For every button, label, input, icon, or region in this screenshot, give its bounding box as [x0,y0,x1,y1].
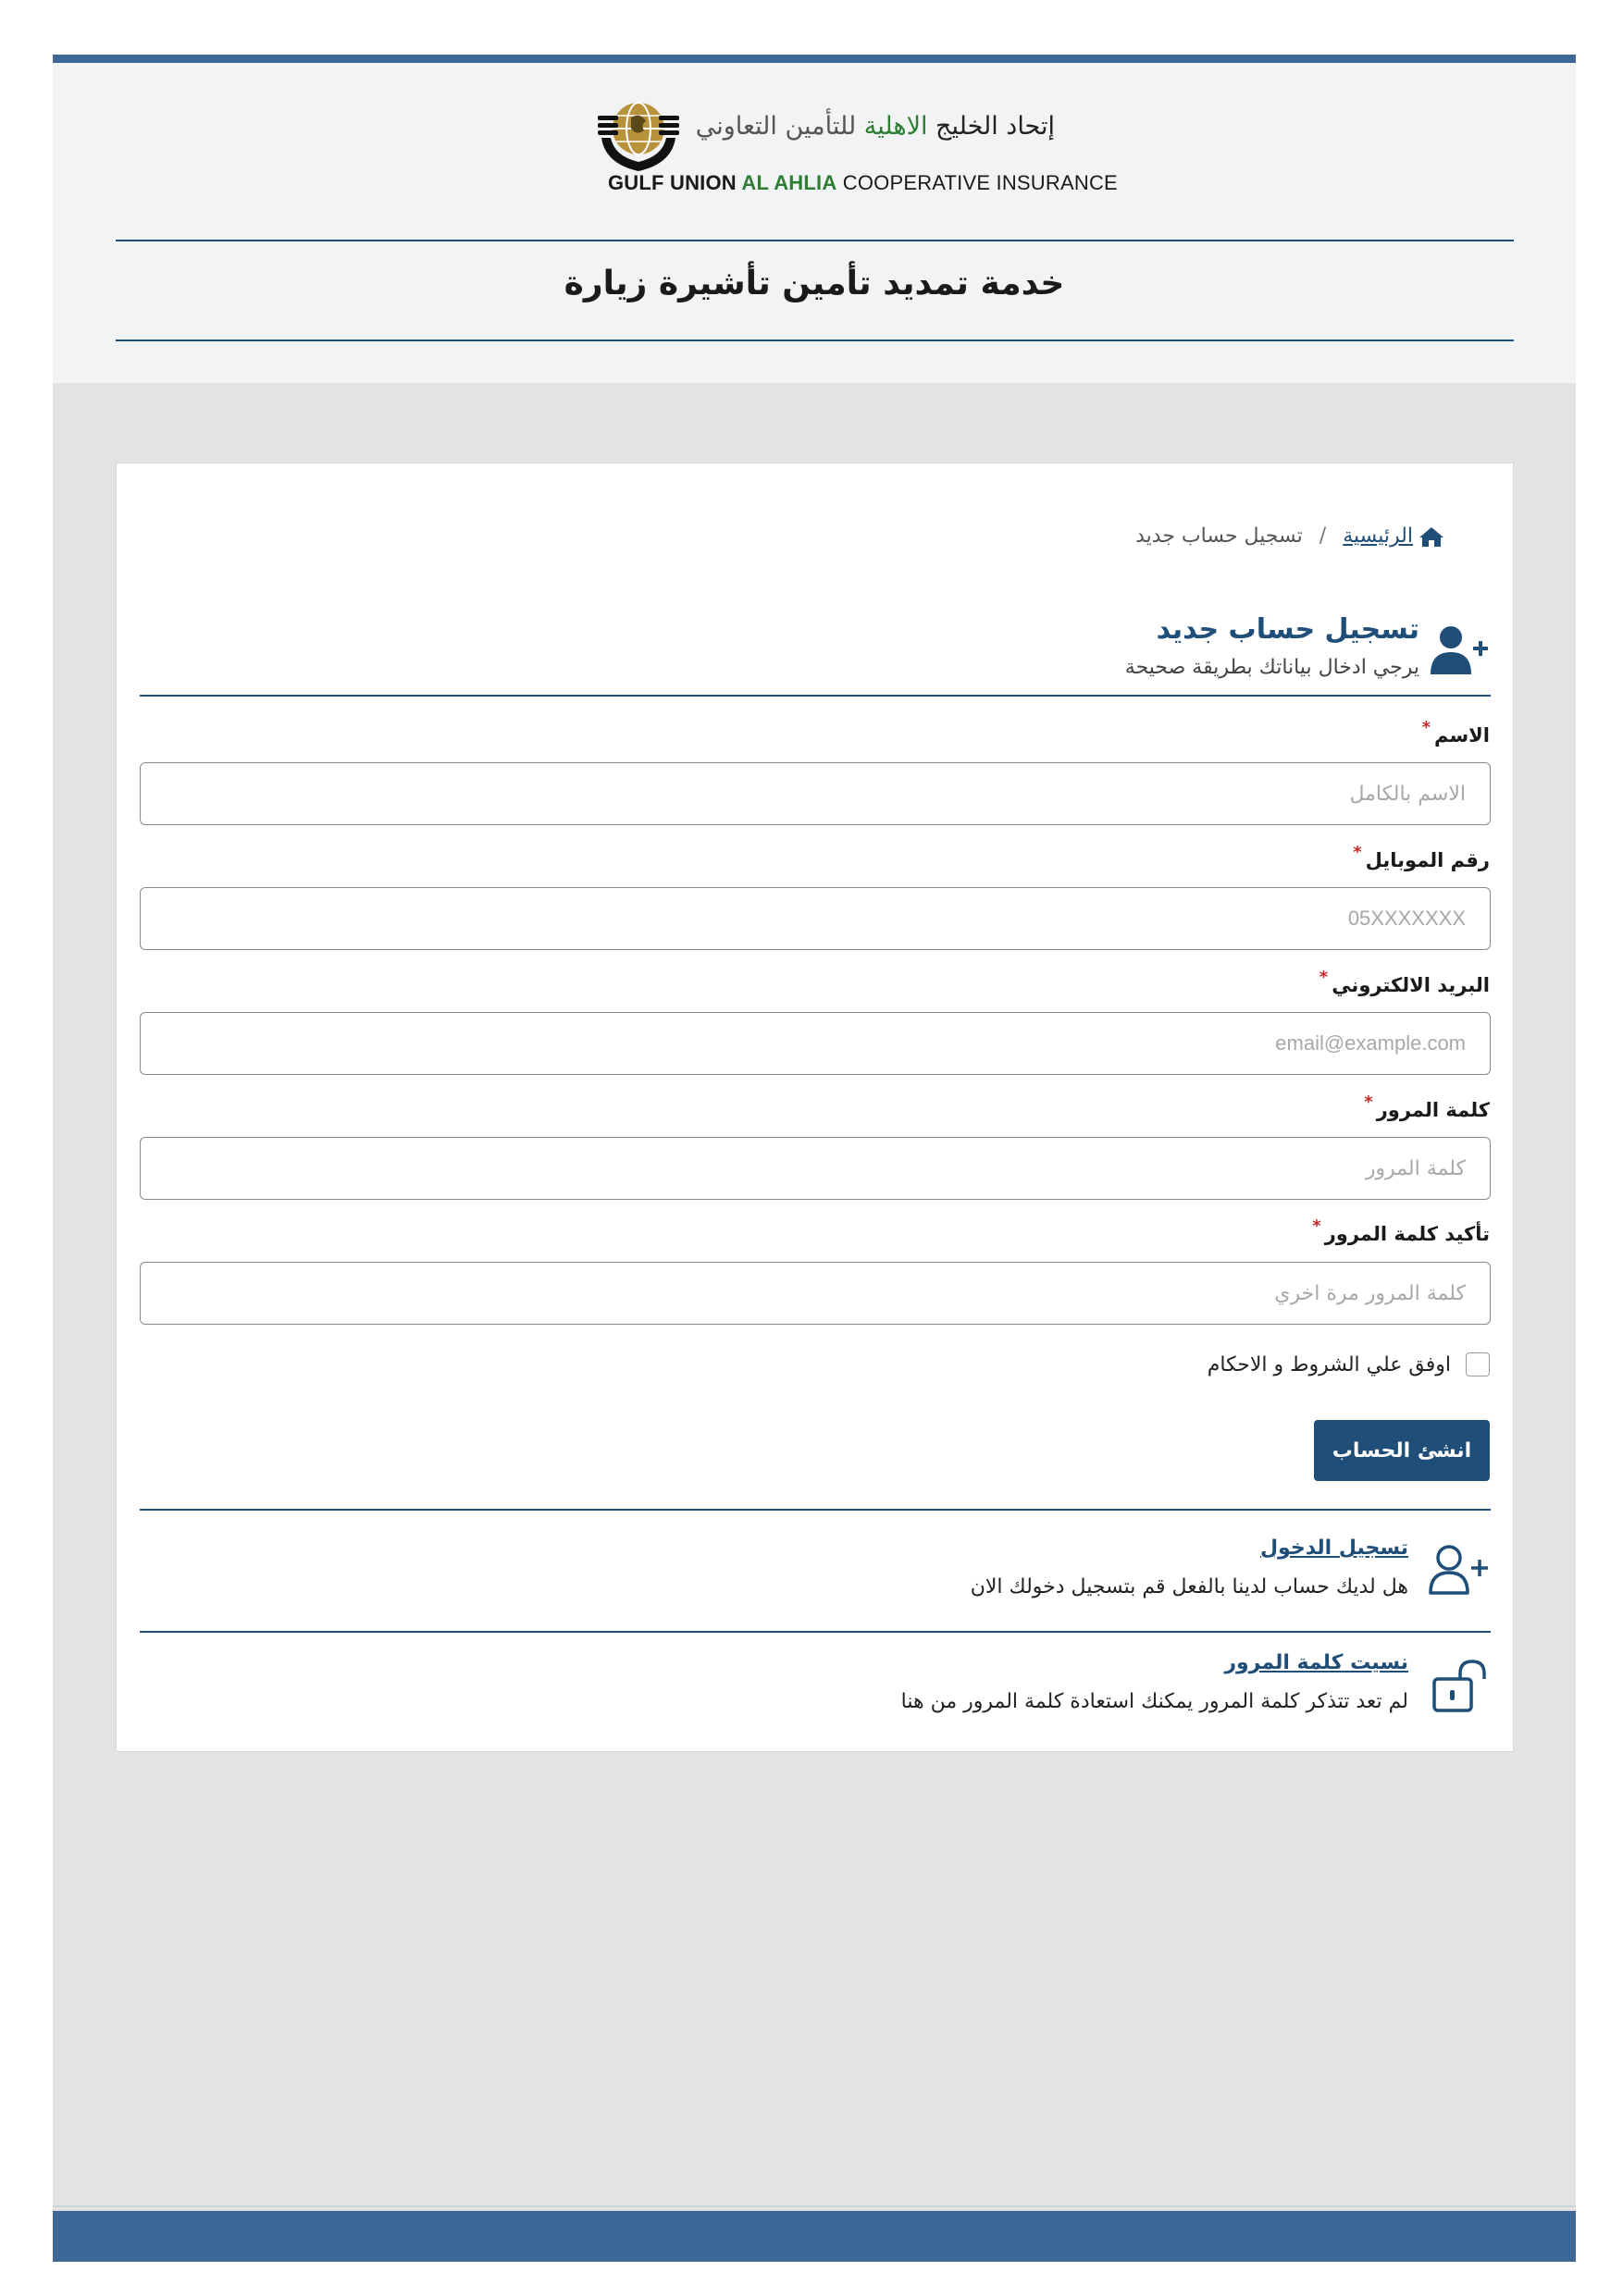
add-user-icon [1431,624,1490,676]
unlock-icon [1432,1659,1490,1714]
form-title: تسجيل حساب جديد [1156,613,1419,646]
globe-emblem-icon [596,99,681,179]
header-divider-top [116,240,1514,241]
form-header [139,613,1490,687]
register-card [116,463,1514,1752]
email-input[interactable] [140,1012,1491,1075]
forgot-password-description: لم تعد تتذكر كلمة المرور يمكنك استعادة كلمة المرور من هنا [900,1690,1408,1713]
terms-checkbox[interactable] [1466,1352,1490,1376]
forgot-password-link[interactable]: نسيت كلمة المرور [1224,1651,1408,1674]
header [53,63,1576,383]
breadcrumb-home-label: الرئيسية [1343,525,1413,548]
name-input[interactable] [140,762,1491,825]
login-divider [140,1509,1491,1511]
footer-divider [53,2205,1576,2207]
forgot-password-section [139,1651,1490,1734]
confirm-password-input[interactable] [140,1262,1491,1325]
mobile-label: رقم الموبايل* [1353,843,1490,871]
confirm-password-label: تأكيد كلمة المرور* [1312,1216,1490,1245]
company-logo [596,99,1118,201]
terms-label: اوفق علي الشروط و الاحكام [1207,1352,1451,1376]
mobile-input[interactable] [140,887,1491,950]
login-section [139,1537,1490,1620]
header-divider-bottom [116,339,1514,341]
home-icon [1419,525,1444,548]
name-label: الاسم* [1421,718,1490,747]
form-subtitle: يرجي ادخال بياناتك بطريقة صحيحة [1124,656,1419,679]
breadcrumb-separator: / [1319,525,1327,548]
create-account-button[interactable]: انشئ الحساب [1314,1420,1490,1481]
breadcrumb [1135,525,1444,548]
email-label: البريد الالكتروني* [1319,968,1490,996]
password-input[interactable] [140,1137,1491,1200]
user-plus-icon [1429,1544,1490,1596]
password-label: كلمة المرور* [1364,1092,1490,1121]
terms-agreement [1208,1352,1490,1376]
breadcrumb-current: تسجيل حساب جديد [1135,525,1303,548]
form-divider [140,695,1491,697]
login-link[interactable]: تسجيل الدخول [1259,1537,1408,1560]
service-title: خدمة تمديد تأمين تأشيرة زيارة [564,265,1065,302]
logo-arabic-text: إتحاد الخليج الاهلية للتأمين التعاوني [695,112,1055,141]
breadcrumb-home-link[interactable] [1343,525,1444,548]
login-description: هل لديك حساب لدينا بالفعل قم بتسجيل دخولك الان [970,1575,1408,1599]
forgot-divider [140,1631,1491,1633]
footer-bar [53,2211,1576,2262]
logo-english-text: GULF UNION AL AHLIA COOPERATIVE INSURANCE [608,171,1118,194]
page [53,55,1576,2253]
